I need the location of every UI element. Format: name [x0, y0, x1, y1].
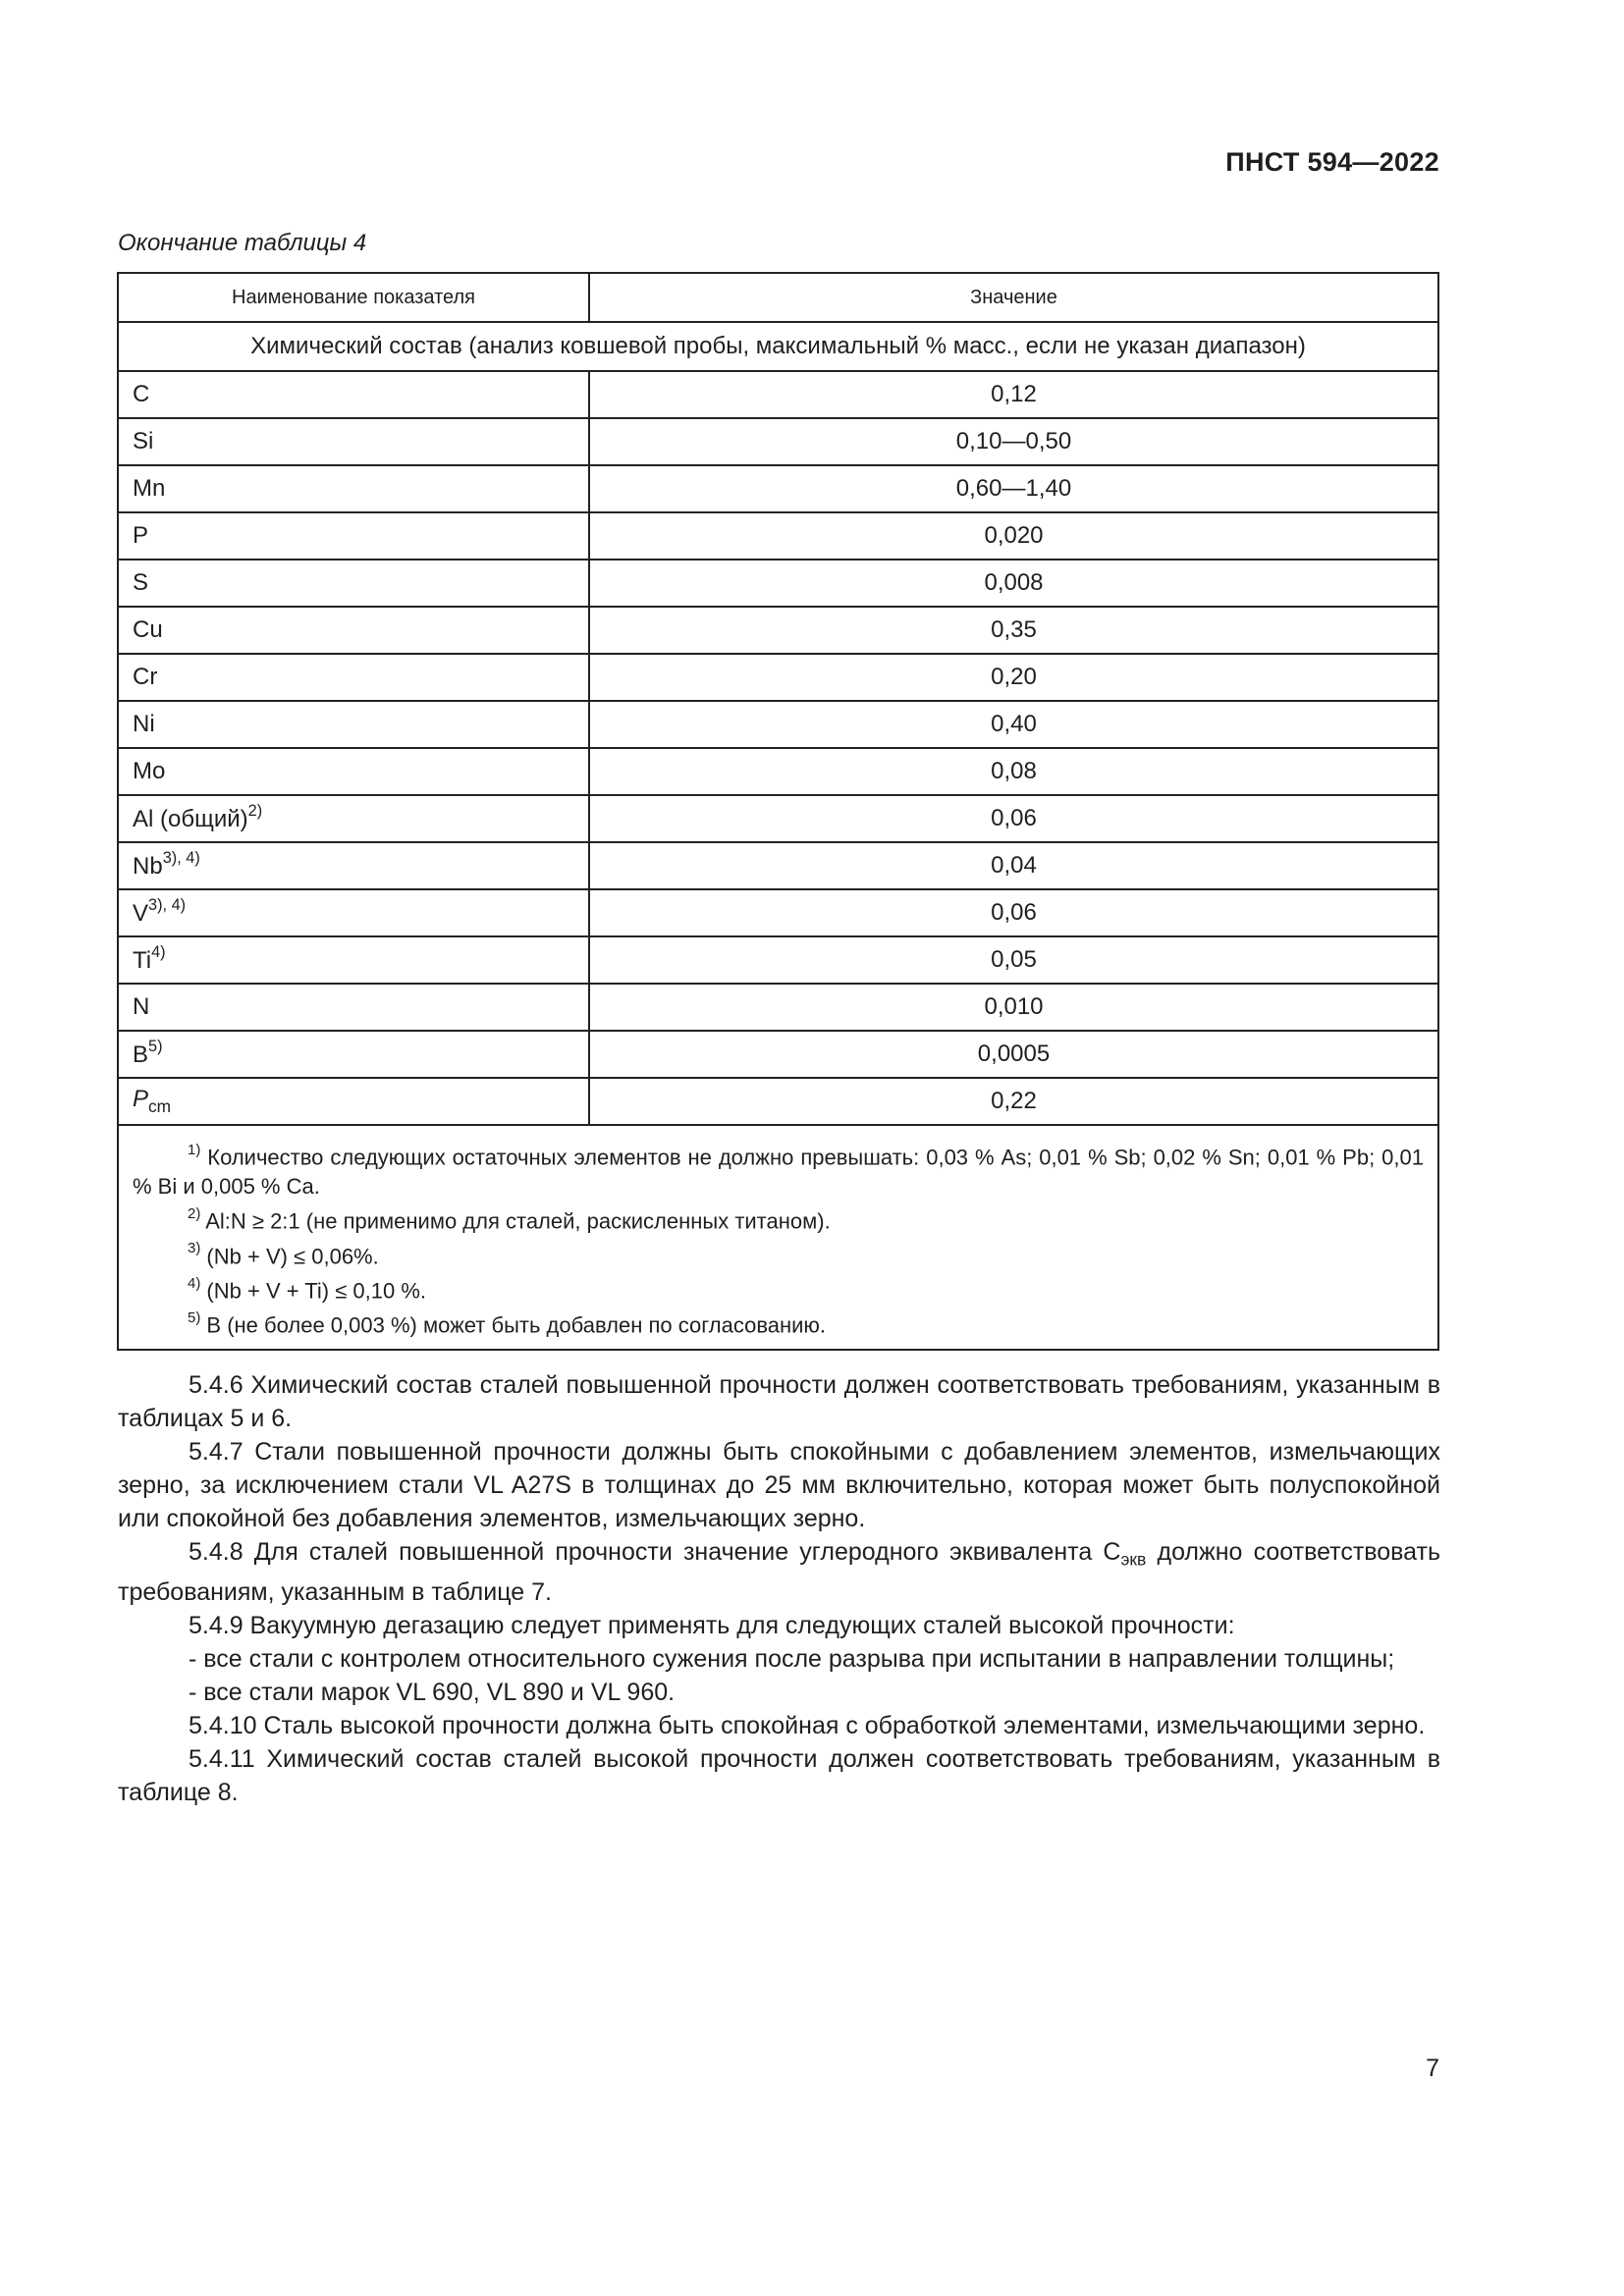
element-name	[118, 1031, 589, 1078]
element-name: Mo	[118, 748, 589, 795]
table-row	[118, 984, 1438, 1031]
footnote-ref: 3), 4)	[162, 848, 200, 867]
standard-code: ПНСТ 594—2022	[1225, 147, 1439, 177]
element-name: Mn	[118, 465, 589, 512]
table-row	[118, 1078, 1438, 1125]
element-label: Ti	[133, 947, 152, 974]
footnote-text: (Nb + V) ≤ 0,06%.	[206, 1243, 379, 1268]
table-row	[118, 465, 1438, 512]
table-notes-row	[118, 1125, 1438, 1350]
table-row	[118, 701, 1438, 748]
element-value: 0,020	[589, 512, 1438, 560]
paragraph-5-4-6: 5.4.6 Химический состав сталей повышенной прочности должен соответствовать требованиям, указанным в таблицах 5 и 6.	[118, 1371, 1440, 1432]
table-footnotes	[118, 1125, 1438, 1350]
element-name: P	[118, 512, 589, 560]
element-name	[118, 1078, 589, 1125]
table-row	[118, 795, 1438, 842]
table-row	[118, 889, 1438, 936]
element-name: S	[118, 560, 589, 607]
table-row	[118, 748, 1438, 795]
element-value: 0,04	[589, 842, 1438, 889]
footnote	[133, 1138, 1424, 1201]
element-value: 0,20	[589, 654, 1438, 701]
footnote-ref: 2)	[247, 801, 263, 820]
element-value: 0,12	[589, 371, 1438, 418]
table-row	[118, 371, 1438, 418]
table-row	[118, 560, 1438, 607]
footnote-mark: 1)	[188, 1141, 201, 1158]
element-name	[118, 936, 589, 984]
element-name: Si	[118, 418, 589, 465]
element-value: 0,60—1,40	[589, 465, 1438, 512]
element-label: Nb	[133, 853, 163, 880]
table-header-row	[118, 273, 1438, 322]
chemical-composition-table	[117, 272, 1439, 1351]
element-value: 0,05	[589, 936, 1438, 984]
table-row	[118, 842, 1438, 889]
table-row	[118, 936, 1438, 984]
footnote	[133, 1306, 1424, 1340]
footnote-ref: 5)	[148, 1037, 163, 1055]
element-label: Al (общий)	[133, 806, 248, 832]
table-section-row	[118, 322, 1438, 371]
element-label: B	[133, 1041, 149, 1068]
element-name: Ni	[118, 701, 589, 748]
table-caption: Окончание таблицы 4	[118, 230, 367, 256]
paragraph-text: 5.4.8 Для сталей повышенной прочности значение углеродного эквивалента С	[189, 1538, 1121, 1566]
table-row	[118, 512, 1438, 560]
paragraph-5-4-8	[118, 1535, 1440, 1609]
element-label: V	[133, 900, 149, 927]
element-name	[118, 889, 589, 936]
footnote-mark: 4)	[188, 1274, 201, 1292]
element-value: 0,08	[589, 748, 1438, 795]
table-row	[118, 607, 1438, 654]
element-name	[118, 795, 589, 842]
paragraph-5-4-11: 5.4.11 Химический состав сталей высокой прочности должен соответствовать требованиям, указанным в таблице 8.	[118, 1745, 1440, 1807]
paragraph-5-4-10: 5.4.10 Сталь высокой прочности должна быть спокойная с обработкой элементами, измельчающими зерно.	[189, 1712, 1426, 1740]
paragraph-text: должно соответствовать требованиям, указанным в таблице 7.	[118, 1538, 1440, 1607]
paragraph-5-4-9: 5.4.9 Вакуумную дегазацию следует применять для следующих сталей высокой прочности:	[189, 1612, 1235, 1640]
element-value: 0,35	[589, 607, 1438, 654]
footnote-mark: 3)	[188, 1240, 201, 1257]
body-text	[118, 1368, 1440, 1809]
footnote-mark: 5)	[188, 1309, 201, 1327]
element-subscript: cm	[148, 1096, 172, 1117]
column-header-value: Значение	[589, 273, 1438, 322]
footnote-text: Количество следующих остаточных элементов не должно превышать: 0,03 % As; 0,01 % Sb; 0,02 % Sn; 0,01 % Pb; 0,01 % Bi и 0,005 % Ca.	[133, 1145, 1424, 1200]
table-row	[118, 1031, 1438, 1078]
paragraph-5-4-7: 5.4.7 Стали повышенной прочности должны быть спокойными с добавлением элементов, измельчающих зерно, за исключением стали VL A27S в толщинах до 25 мм включительно, которая может быть полуспокойной или спокойной без добавления элементов, измельчающих зерно.	[118, 1438, 1440, 1532]
element-name: Cu	[118, 607, 589, 654]
footnote	[133, 1201, 1424, 1236]
element-value: 0,40	[589, 701, 1438, 748]
footnote	[133, 1271, 1424, 1306]
element-label: P	[133, 1085, 149, 1112]
table-row	[118, 418, 1438, 465]
element-value: 0,06	[589, 889, 1438, 936]
element-name: N	[118, 984, 589, 1031]
column-header-indicator: Наименование показателя	[118, 273, 589, 322]
footnote-text: Al:N ≥ 2:1 (не применимо для сталей, раскисленных титаном).	[205, 1208, 831, 1234]
element-value: 0,06	[589, 795, 1438, 842]
footnote-text: B (не более 0,003 %) может быть добавлен по согласованию.	[206, 1312, 827, 1338]
element-name: Cr	[118, 654, 589, 701]
footnote-ref: 4)	[151, 942, 166, 961]
element-value: 0,10—0,50	[589, 418, 1438, 465]
carbon-equivalent-subscript: экв	[1120, 1549, 1147, 1570]
element-value: 0,22	[589, 1078, 1438, 1125]
element-name: C	[118, 371, 589, 418]
section-title: Химический состав (анализ ковшевой пробы, максимальный % масс., если не указан диапазон)	[118, 322, 1438, 371]
footnote	[133, 1237, 1424, 1271]
element-value: 0,010	[589, 984, 1438, 1031]
footnote-ref: 3), 4)	[148, 895, 187, 914]
list-item: - все стали с контролем относительного сужения после разрыва при испытании в направлении толщины;	[189, 1645, 1395, 1674]
element-value: 0,0005	[589, 1031, 1438, 1078]
footnote-mark: 2)	[188, 1205, 201, 1223]
element-value: 0,008	[589, 560, 1438, 607]
table-row	[118, 654, 1438, 701]
footnote-text: (Nb + V + Ti) ≤ 0,10 %.	[206, 1278, 427, 1304]
list-item: - все стали марок VL 690, VL 890 и VL 960.	[189, 1679, 676, 1707]
page-number: 7	[1426, 2055, 1439, 2082]
element-name	[118, 842, 589, 889]
